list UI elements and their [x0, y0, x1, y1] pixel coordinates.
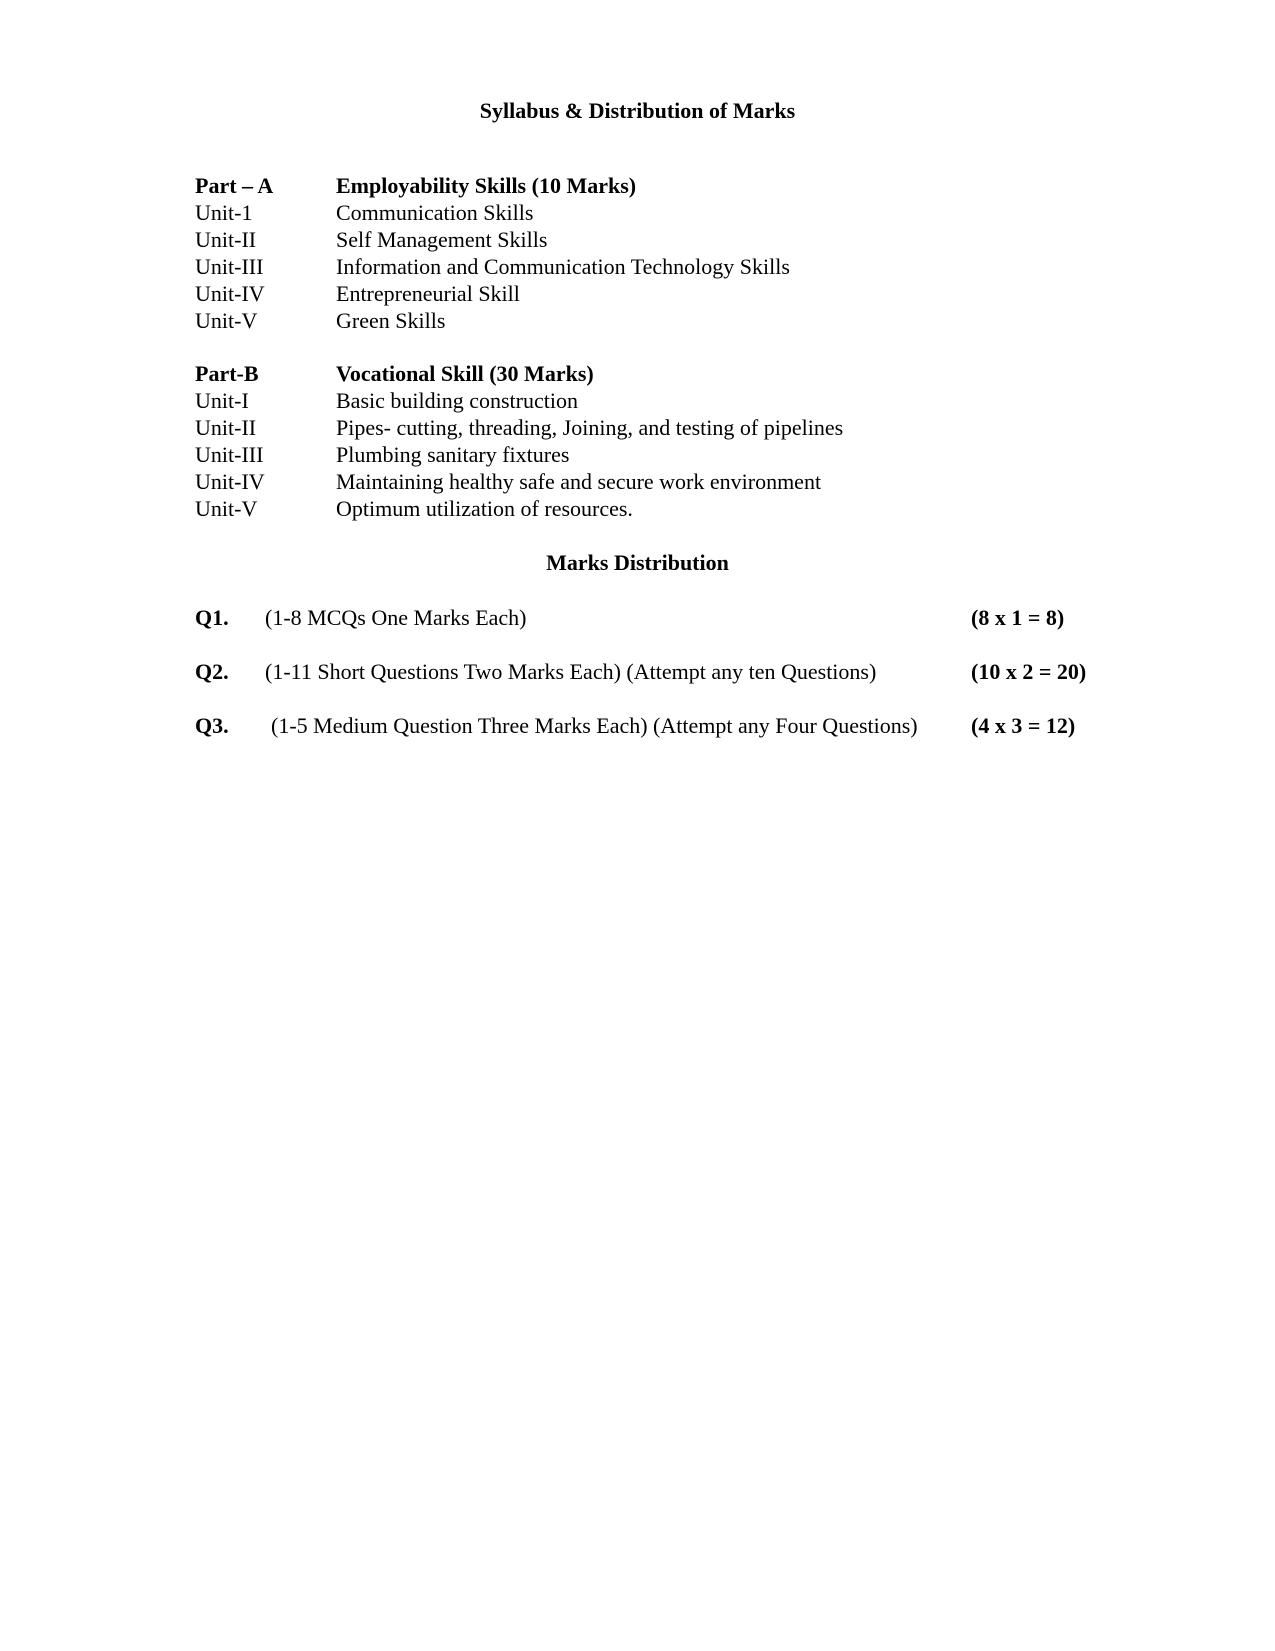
- part-a-label: Part – A: [195, 173, 274, 198]
- part-b-label: Part-B: [195, 361, 259, 386]
- part-b-unit-row: [195, 495, 1095, 522]
- unit-topic: Entrepreneurial Skill: [336, 281, 520, 306]
- unit-label: Unit-II: [195, 227, 257, 252]
- question-row: [195, 712, 1095, 740]
- unit-label: Unit-I: [195, 388, 249, 413]
- unit-topic: Green Skills: [336, 308, 446, 333]
- unit-topic: Basic building construction: [336, 388, 578, 413]
- part-a-unit-row: [195, 199, 1095, 226]
- unit-label: Unit-III: [195, 254, 264, 279]
- part-a-unit-row: [195, 280, 1095, 307]
- question-row: [195, 604, 1095, 632]
- unit-topic: Pipes- cutting, threading, Joining, and testing of pipelines: [336, 415, 844, 440]
- part-b-unit-row: [195, 414, 1095, 441]
- unit-topic: Maintaining healthy safe and secure work environment: [336, 469, 822, 494]
- question-marks: (4 x 3 = 12): [971, 713, 1076, 738]
- question-number: Q1.: [195, 605, 229, 630]
- question-description: (1-5 Medium Question Three Marks Each) (Attempt any Four Questions): [271, 713, 918, 738]
- page-title: Syllabus & Distribution of Marks: [479, 98, 796, 123]
- unit-label: Unit-IV: [195, 469, 265, 494]
- part-b-unit-row: [195, 441, 1095, 468]
- unit-label: Unit-III: [195, 442, 264, 467]
- part-a-unit-row: [195, 253, 1095, 280]
- part-b-section: [195, 360, 1095, 522]
- part-b-heading: Vocational Skill (30 Marks): [336, 361, 594, 386]
- question-number: Q3.: [195, 713, 229, 738]
- part-a-header: [195, 172, 1095, 199]
- unit-topic: Information and Communication Technology Skills: [336, 254, 790, 279]
- part-a-unit-row: [195, 307, 1095, 334]
- unit-label: Unit-1: [195, 200, 253, 225]
- question-number: Q2.: [195, 659, 229, 684]
- unit-topic: Optimum utilization of resources.: [336, 496, 633, 521]
- question-description: (1-11 Short Questions Two Marks Each) (Attempt any ten Questions): [265, 659, 877, 684]
- unit-label: Unit-IV: [195, 281, 265, 306]
- question-description: (1-8 MCQs One Marks Each): [265, 605, 527, 630]
- question-row: [195, 658, 1095, 686]
- part-b-unit-row: [195, 468, 1095, 495]
- unit-topic: Communication Skills: [336, 200, 534, 225]
- part-b-unit-row: [195, 387, 1095, 414]
- unit-topic: Self Management Skills: [336, 227, 548, 252]
- part-a-heading: Employability Skills (10 Marks): [336, 173, 637, 198]
- unit-label: Unit-V: [195, 496, 258, 521]
- unit-label: Unit-II: [195, 415, 257, 440]
- unit-topic: Plumbing sanitary fixtures: [336, 442, 570, 467]
- part-b-header: [195, 360, 1095, 387]
- part-a-section: [195, 172, 1095, 334]
- question-marks: (10 x 2 = 20): [971, 659, 1087, 684]
- question-marks: (8 x 1 = 8): [971, 605, 1065, 630]
- part-a-unit-row: [195, 226, 1095, 253]
- unit-label: Unit-V: [195, 308, 258, 333]
- marks-distribution-title: Marks Distribution: [546, 550, 729, 575]
